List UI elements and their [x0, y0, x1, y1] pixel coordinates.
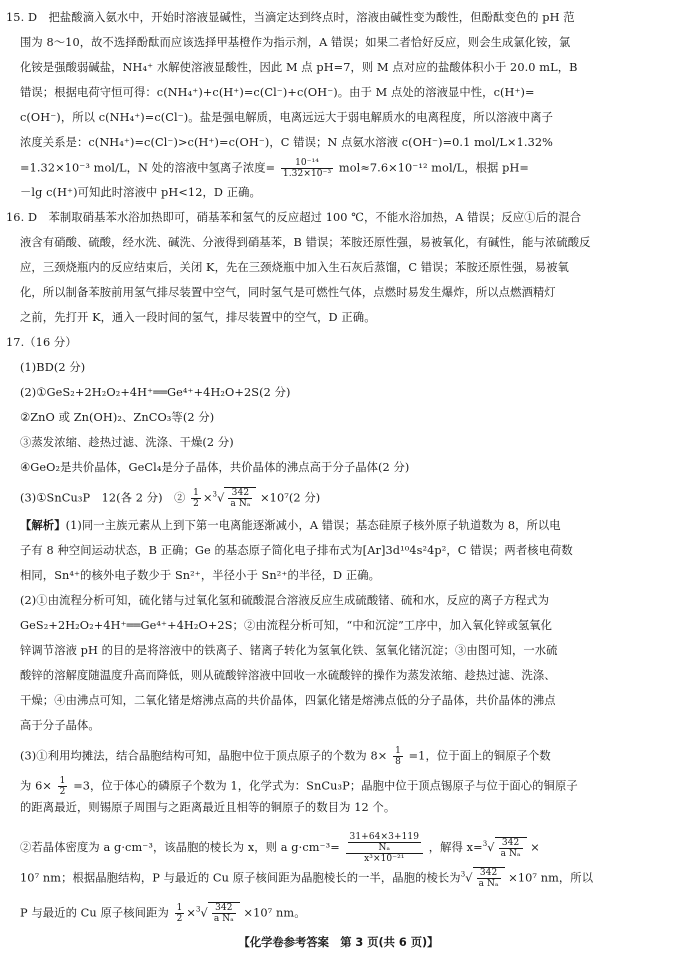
q17-answer-1: (1)BD(2 分) [20, 361, 86, 374]
fraction-numerator: 342 [212, 903, 236, 914]
half-fraction [58, 776, 68, 797]
cube-root-radicand [473, 867, 505, 889]
fraction-numerator: 31+64×3+119 [349, 832, 420, 842]
analysis-line-13-tail: × [530, 841, 540, 854]
q17-heading: 17.（16 分） [6, 336, 77, 349]
root-index: 3 [212, 490, 218, 499]
page-footer: 【化学卷参考答案 第 3 页(共 6 页)】 [238, 936, 439, 949]
analysis-line-7: 酸锌的溶解度随温度升高而降低，则从硫酸锌溶液中回收一水硫酸锌的操作为蒸发浓缩、趁热过滤、洗涤、 [20, 669, 556, 682]
root-fraction [212, 903, 236, 924]
density-numerator [346, 832, 424, 854]
fraction-denominator: a Nₐ [500, 848, 521, 859]
fraction-denominator: 1.32×10⁻³ [282, 169, 332, 179]
fraction-numerator: 1 [193, 488, 199, 498]
q15-line-7 [20, 158, 529, 179]
analysis-line-15-tail: ×10⁷ nm。 [243, 906, 306, 920]
analysis-line-14-tail: ×10⁷ nm，所以 [508, 871, 594, 885]
q17-answer-3-text: (3)①SnCu₃P 12(各 2 分) ② [20, 491, 186, 505]
cube-root-radicand [495, 837, 527, 859]
cube-root-radicand [208, 902, 240, 924]
analysis-line-8: 干燥；④由沸点可知，二氧化锗是熔沸点高的共价晶体，四氯化锗是熔沸点低的分子晶体，共价晶体的沸点 [20, 694, 556, 707]
analysis-line-10-tail: =1，位于面上的铜原子个数 [408, 749, 551, 763]
q15-line-4: 错误；根据电荷守恒可得：c(NH₄⁺)+c(H⁺)=c(Cl⁻)+c(OH⁻)。由于 M 点处的溶液显中性，c(H⁺)= [20, 86, 535, 99]
q16-line-3: 应，三颈烧瓶内的反应结束后，关闭 K，先在三颈烧瓶中加入生石灰后蒸馏，C 错误；苯胺还原性强，易被氧 [20, 261, 569, 274]
analysis-line-4: (2)①由流程分析可知，硫化锗与过氧化氢和硫酸混合溶液反应生成硫酸锗、硫和水，反应的离子方程式为 [20, 594, 550, 607]
density-fraction [346, 832, 424, 864]
root-index: 3 [460, 870, 466, 879]
q15-line-7-text: =1.32×10⁻³ mol/L，N 处的溶液中氢离子浓度= [20, 161, 276, 175]
analysis-label: 【解析】 [20, 519, 66, 532]
fraction-numerator: 342 [228, 488, 252, 499]
fraction-numerator: 1 [59, 776, 66, 786]
hydrogen-ion-fraction [281, 158, 333, 179]
q15-line-2: 围为 8～10，故不选择酚酞而应该选择甲基橙作为指示剂，A 错误；如果二者恰好反应，则会生成氯化铵，氯 [20, 36, 571, 49]
root-index: 3 [482, 840, 488, 849]
analysis-line-3: 相同，Sn⁴⁺的核外电子数少于 Sn²⁺，半径小于 Sn²⁺的半径，D 正确。 [20, 569, 381, 582]
fraction-denominator: 2 [59, 787, 66, 797]
q15-line-5: c(OH⁻)，所以 c(NH₄⁺)=c(Cl⁻)。盐是强电解质，电离远远大于弱电解质水的电离程度，所以溶液中离子 [20, 111, 553, 124]
fraction-denominator: a Nₐ [213, 914, 234, 924]
density-denominator: x³×10⁻²¹ [364, 854, 405, 864]
fraction-numerator: 1 [176, 903, 183, 913]
fraction-denominator: a Nₐ [478, 879, 499, 889]
analysis-line-1 [20, 519, 561, 533]
q17-answer-2-3: ③蒸发浓缩、趁热过滤、洗涤、干燥(2 分) [20, 436, 234, 449]
analysis-line-6: 锌调节溶液 pH 的目的是将溶液中的铁离子、锗离子转化为氢氧化铁、氢氧化锗沉淀；③由图可知，一水硫 [20, 644, 558, 657]
q15-line-8: －lg c(H⁺)可知此时溶液中 pH<12，D 正确。 [20, 186, 261, 199]
analysis-line-11-head: 为 6× [20, 779, 52, 793]
analysis-line-12: 的距离最近，则锡原子周围与之距离最近且相等的铜原子的数目为 12 个。 [20, 801, 396, 814]
q16-line-2: 液含有硝酸、硫酸，经水洗、碱洗、分液得到硝基苯，B 错误；苯胺还原性强，易被氧化，有碱性，能与浓硫酸反 [20, 236, 591, 249]
fraction-numerator: 1 [395, 746, 401, 756]
root-fraction [499, 838, 523, 859]
root-fraction [228, 488, 252, 509]
q17-answer-2-4: ④GeO₂是共价晶体，GeCl₄是分子晶体，共价晶体的沸点高于分子晶体(2 分) [20, 461, 410, 474]
fraction-denominator: Nₐ [378, 843, 391, 853]
q16-line-5: 之前，先打开 K，通入一段时间的氢气，排尽装置中的空气，D 正确。 [20, 311, 376, 324]
analysis-line-9: 高于分子晶体。 [20, 719, 100, 732]
analysis-line-11 [20, 776, 578, 797]
fraction-numerator: 342 [477, 868, 501, 879]
analysis-line-15: P 与最近的 Cu 原子核间距为 $\frac{1}{2}$ ×$^3$√ $\frac{342}{\text{a Nₐ}}$ ×10⁷ nm。 [20, 903, 306, 924]
half-fraction [175, 903, 185, 924]
analysis-line-10-text: (3)①利用均摊法，结合晶胞结构可知，晶胞中位于顶点原子的个数为 8× [20, 749, 388, 763]
cube-root-radicand [224, 487, 256, 509]
q15-line-6: 浓度关系是：c(NH₄⁺)=c(Cl⁻)>c(H⁺)=c(OH⁻)，C 错误；N 点氨水溶液 c(OH⁻)=0.1 mol/L×1.32% [20, 136, 553, 149]
q15-line-3: 化铵是强酸弱碱盐，NH₄⁺ 水解使溶液显酸性，因此 M 点 pH=7，则 M 点对应的盐酸体积小于 20.0 mL，B [20, 61, 578, 74]
analysis-line-13: ②若晶体密度为 a g·cm⁻³，该晶胞的棱长为 x，则 a g·cm⁻³= $\frac{\frac{31+64\times 3+119}{\text{Nₐ}}}{\text{x³×10⁻²¹}}$ ，解得 x=$^3$√ $\frac{342}{\text{a Nₐ}}$ × [20, 832, 540, 864]
analysis-line-14-text: 10⁷ nm；根据晶胞结构，P 与最近的 Cu 原子核间距为晶胞棱长的一半，晶胞的棱长为 [20, 871, 461, 885]
q15-line-1: 15. D 把盐酸滴入氨水中，开始时溶液显碱性，当滴定达到终点时，溶液由碱性变为酸性，但酚酞变色的 pH 范 [6, 11, 575, 24]
analysis-line-14: 10⁷ nm；根据晶胞结构，P 与最近的 Cu 原子核间距为晶胞棱长的一半，晶胞的棱长为$^3$√ $\frac{342}{\text{a Nₐ}}$ ×10⁷ nm，所以 [20, 868, 594, 889]
fraction-numerator: 342 [499, 838, 523, 849]
q16-line-4: 化，所以制备苯胺前用氢气排尽装置中空气，同时氢气是可燃性气体，点燃时易发生爆炸，所以点燃酒精灯 [20, 286, 556, 299]
fraction-denominator: 8 [395, 757, 401, 767]
molar-mass-fraction [348, 832, 422, 853]
q15-line-7-tail: mol≈7.6×10⁻¹² mol/L，根据 pH= [338, 161, 529, 175]
analysis-line-13-mid: ，解得 x= [428, 841, 483, 854]
fraction-denominator: a Nₐ [230, 499, 251, 509]
root-fraction [477, 868, 501, 889]
analysis-line-1-text: (1)同一主族元素从上到下第一电离能逐渐减小，A 错误；基态硅原子核外原子轨道数为 8，所以电 [65, 519, 561, 532]
fraction-denominator: 2 [176, 914, 183, 924]
analysis-line-5: GeS₂+2H₂O₂+4H⁺══Ge⁴⁺+4H₂O+2S；②由流程分析可知，“中和沉淀”工序中，加入氧化锌或氢氧化 [20, 619, 553, 632]
eighth-fraction [393, 746, 403, 767]
analysis-line-15-text: P 与最近的 Cu 原子核间距为 [20, 906, 169, 920]
fraction-numerator: 10⁻¹⁴ [281, 158, 333, 169]
q17-answer-3-tail: ×10⁷(2 分) [260, 491, 321, 505]
analysis-line-2: 子有 8 种空间运动状态，B 正确；Ge 的基态原子简化电子排布式为[Ar]3d¹⁰4s²4p²，C 错误；两者核电荷数 [20, 544, 573, 557]
analysis-line-11-tail: =3，位于体心的磷原子个数为 1，化学式为：SnCu₃P；晶胞中位于顶点锡原子与位于面心的铜原子 [73, 779, 578, 793]
root-index: 3 [195, 905, 201, 914]
analysis-line-13-text: ②若晶体密度为 a g·cm⁻³，该晶胞的棱长为 x，则 a g·cm⁻³= [20, 841, 340, 854]
half-fraction [191, 488, 201, 509]
q17-answer-2-1: (2)①GeS₂+2H₂O₂+4H⁺══Ge⁴⁺+4H₂O+2S(2 分) [20, 386, 291, 399]
fraction-denominator: 2 [193, 499, 199, 509]
analysis-line-10 [20, 746, 551, 767]
q17-answer-3: (3)①SnCu₃P 12(各 2 分) ② $\frac{1}{2}$ ×$^3$√ $\frac{342}{\text{a Nₐ}}$ ×10⁷(2 分) [20, 488, 321, 509]
q16-line-1: 16. D 苯制取硝基苯水浴加热即可，硝基苯和氢气的反应超过 100 ℃，不能水浴加热，A 错误；反应①后的混合 [6, 211, 582, 224]
q17-answer-2-2: ②ZnO 或 Zn(OH)₂、ZnCO₃等(2 分) [20, 411, 215, 424]
